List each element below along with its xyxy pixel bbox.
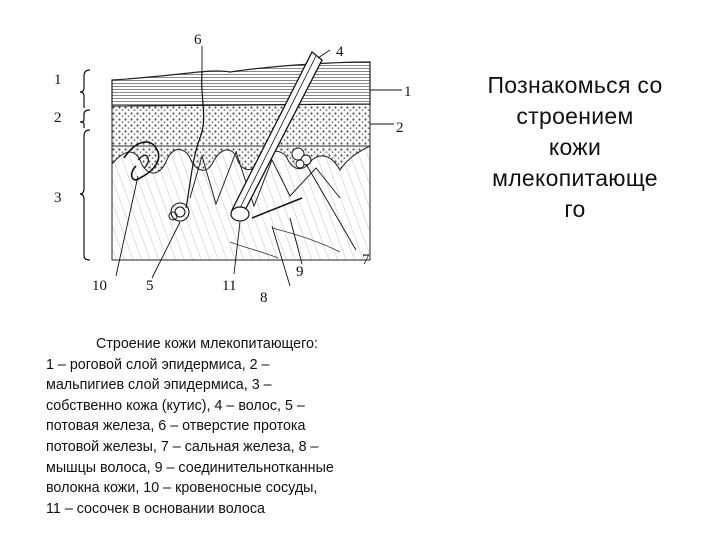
- caption-line: мышцы волоса, 9 – соединительнотканные: [46, 459, 334, 476]
- label-1-right: 1: [404, 84, 412, 100]
- caption-heading: Строение кожи млекопитающего:: [96, 336, 318, 352]
- caption-line: собственно кожа (кутис), 4 – волос, 5 –: [46, 397, 305, 414]
- caption-line: 1 – роговой слой эпидермиса, 2 –: [46, 356, 270, 373]
- hair-papilla: [231, 207, 249, 221]
- label-9: 9: [296, 264, 304, 280]
- label-10: 10: [92, 278, 107, 294]
- title-line: Познакомься со: [487, 72, 663, 98]
- label-5: 5: [146, 278, 154, 294]
- diagram-caption: [46, 334, 426, 519]
- caption-line: мальпигиев слой эпидермиса, 3 –: [46, 377, 272, 394]
- title-line: кожи: [548, 134, 602, 160]
- label-11: 11: [222, 278, 237, 294]
- label-8: 8: [260, 290, 268, 306]
- label-2-right: 2: [396, 120, 404, 136]
- caption-line: 11 – сосочек в основании волоса: [46, 500, 265, 517]
- title-line: млекопитающе: [492, 165, 658, 191]
- caption-line: потовая железа, 6 – отверстие протока: [46, 418, 306, 435]
- label-6: 6: [194, 32, 202, 48]
- stratum-corneum: [112, 62, 370, 106]
- caption-line: потовой железы, 7 – сальная железа, 8 –: [46, 438, 319, 455]
- skin-diagram-svg: [40, 28, 430, 308]
- caption-line: волокна кожи, 10 – кровеносные сосуды,: [46, 480, 318, 497]
- label-3-left: 3: [54, 190, 62, 206]
- label-2-left: 2: [54, 110, 62, 126]
- label-7: 7: [362, 252, 370, 268]
- label-1-left: 1: [54, 72, 62, 88]
- layer-brace: [80, 70, 90, 108]
- title-line: строением: [516, 103, 634, 129]
- title-line: го: [564, 196, 586, 222]
- slide-title: [440, 70, 710, 225]
- skin-structure-diagram: [40, 28, 430, 308]
- label-4: 4: [336, 44, 344, 60]
